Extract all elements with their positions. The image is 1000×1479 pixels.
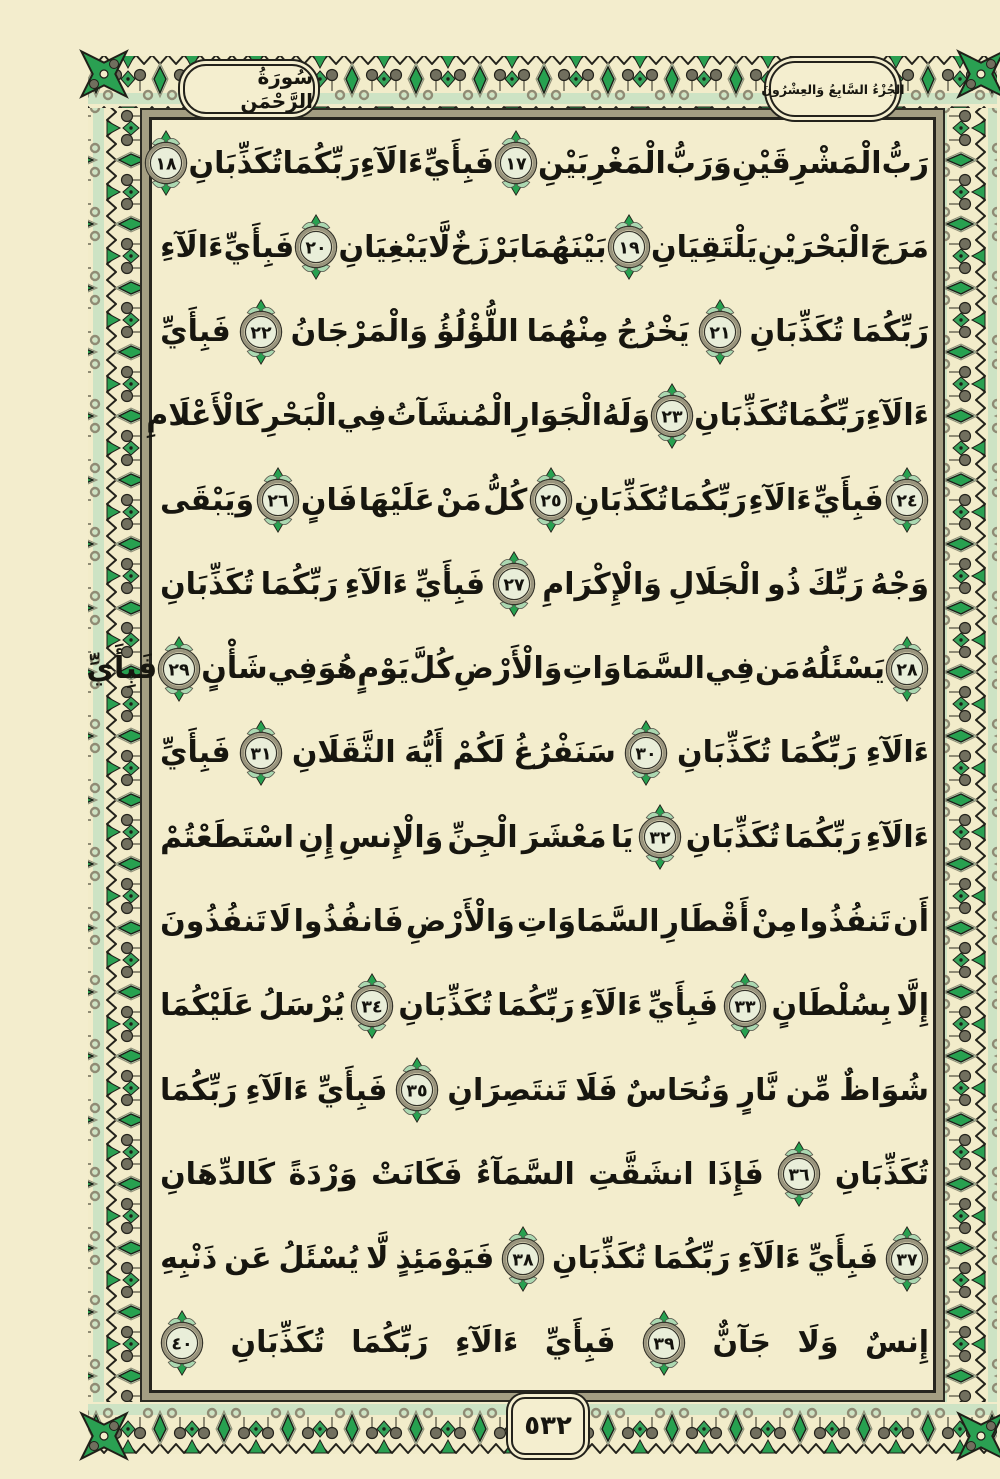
quran-word: يَلْتَقِيَانِ bbox=[651, 229, 758, 265]
quran-word: فَبِأَيِّ bbox=[160, 314, 231, 350]
ayah-number-medallion bbox=[885, 1226, 929, 1292]
quran-word: تُكَذِّبَانِ bbox=[160, 566, 255, 602]
quran-word: ذُو bbox=[766, 566, 801, 602]
quran-word: وَنُحَاسٌ bbox=[625, 1072, 730, 1108]
quran-word: فَبِأَيِّ bbox=[544, 1325, 616, 1361]
quran-word: وَالْإِنسِ bbox=[338, 819, 444, 855]
quran-word: رَبِّكُمَا bbox=[282, 145, 361, 181]
quran-word: فِي bbox=[267, 651, 318, 687]
mushaf-lines bbox=[86, 122, 929, 1384]
svg-text:٣٥: ٣٥ bbox=[406, 1081, 428, 1102]
quran-word: تُكَذِّبَانِ bbox=[188, 145, 283, 181]
ayah-number-medallion bbox=[294, 214, 338, 280]
ayah-number-medallion bbox=[492, 551, 536, 617]
quran-word: عَلَيْكُمَا bbox=[160, 988, 254, 1024]
quran-word: فَيَوْمَئِذٍ bbox=[395, 1241, 495, 1277]
quran-word: سَنَفْرُغُ bbox=[513, 735, 616, 771]
quran-word: بِسُلْطَانٍ bbox=[771, 988, 892, 1024]
quran-word: ءَالَآءِ bbox=[360, 145, 424, 181]
quran-word: ءَالَآءِ bbox=[865, 819, 929, 855]
svg-text:٢٢: ٢٢ bbox=[250, 322, 272, 343]
ayah-number-medallion bbox=[650, 383, 694, 449]
page-number-label: ٥٣٢ bbox=[524, 1411, 572, 1441]
ayah-number-medallion bbox=[501, 1226, 545, 1292]
quran-word: فَبِأَيِّ bbox=[86, 651, 158, 687]
quran-word: رَبِّكَ bbox=[807, 566, 864, 602]
quran-word: ءَالَآءِ bbox=[865, 735, 929, 771]
quran-word: كَالْأَعْلَامِ bbox=[146, 398, 263, 434]
ayah-number-medallion bbox=[885, 467, 929, 533]
svg-text:٣١: ٣١ bbox=[250, 744, 272, 765]
quran-word: نَّارٍ bbox=[737, 1072, 778, 1108]
quran-line-4 bbox=[146, 375, 929, 457]
quran-word: انشَقَّتِ bbox=[588, 1156, 694, 1192]
quran-word: تُكَذِّبَانِ bbox=[694, 398, 789, 434]
quran-word: إِنِ bbox=[298, 819, 335, 855]
quran-word: السَّمَاوَاتِ bbox=[562, 651, 705, 687]
quran-line-5 bbox=[160, 459, 929, 541]
quran-word: مِنْ bbox=[751, 904, 798, 940]
quran-word: تُكَذِّبَانِ bbox=[677, 735, 772, 771]
quran-word: تُكَذِّبَانِ bbox=[749, 314, 844, 350]
svg-text:١٨: ١٨ bbox=[155, 154, 178, 175]
ayah-number-medallion bbox=[350, 973, 394, 1039]
quran-word: يَبْغِيَانِ bbox=[338, 229, 429, 265]
svg-text:٢١: ٢١ bbox=[708, 322, 731, 343]
ayah-number-medallion bbox=[529, 467, 573, 533]
quran-word: عَلَيْهَا bbox=[358, 482, 435, 518]
quran-word: الْبَحْرَيْنِ bbox=[757, 229, 870, 265]
quran-word: وَرَبُّ bbox=[665, 145, 732, 181]
quran-word: اللُّؤْلُؤُ bbox=[435, 314, 519, 350]
quran-word: كَالدِّهَانِ bbox=[160, 1156, 276, 1192]
quran-word: هُوَ bbox=[317, 651, 358, 687]
quran-word: يَسْئَلُهُ bbox=[800, 651, 885, 687]
quran-word: تُكَذِّبَانِ bbox=[834, 1156, 929, 1192]
quran-word: فَبِأَيِّ bbox=[160, 735, 231, 771]
quran-word: بَيْنَهُمَا bbox=[519, 229, 607, 265]
surah-name-cartouche bbox=[183, 64, 315, 114]
svg-text:٣٨: ٣٨ bbox=[512, 1250, 534, 1271]
quran-word: رَبِّكُمَا bbox=[260, 566, 339, 602]
ayah-number-medallion bbox=[239, 299, 283, 365]
page-number-cartouche bbox=[511, 1397, 585, 1455]
quran-word: وَالْأَرْضِ bbox=[453, 651, 563, 687]
quran-word: الْجَلَالِ bbox=[668, 566, 761, 602]
ayah-number-medallion bbox=[494, 130, 538, 196]
ayah-number-medallion bbox=[723, 973, 767, 1039]
svg-text:٣٠: ٣٠ bbox=[635, 744, 658, 765]
quran-word: فَبِأَيِّ bbox=[647, 988, 719, 1024]
quran-line-9 bbox=[160, 796, 929, 878]
svg-text:٣٧: ٣٧ bbox=[896, 1250, 918, 1271]
quran-word: جَآنٌّ bbox=[712, 1325, 772, 1361]
quran-word: فَبِأَيِّ bbox=[812, 482, 884, 518]
svg-text:٢٣: ٢٣ bbox=[661, 407, 683, 428]
quran-line-8 bbox=[160, 712, 929, 794]
quran-word: فِي bbox=[704, 651, 755, 687]
quran-word: يُرْسَلُ bbox=[258, 988, 345, 1024]
quran-word: كُلُّ bbox=[483, 482, 528, 518]
ayah-number-medallion bbox=[642, 1310, 686, 1376]
quran-word: تَنفُذُوا bbox=[799, 904, 891, 940]
quran-word: وَالْإِكْرَامِ bbox=[542, 566, 662, 602]
quran-line-13 bbox=[160, 1133, 929, 1215]
quran-line-11 bbox=[160, 965, 929, 1047]
quran-word: الْمَشْرِقَيْنِ bbox=[731, 145, 882, 181]
quran-word: تَنفُذُونَ bbox=[160, 904, 267, 940]
quran-word: ءَالَآءِ bbox=[455, 1325, 519, 1361]
quran-word: ءَالَآءِ bbox=[245, 1072, 309, 1108]
quran-word: أَقْطَارِ bbox=[661, 904, 750, 940]
svg-text:٤٠: ٤٠ bbox=[171, 1334, 193, 1355]
quran-word: وَلَهُ bbox=[602, 398, 651, 434]
quran-word: رَبِّكُمَا bbox=[784, 819, 862, 855]
quran-word: لَكُمْ bbox=[452, 735, 505, 771]
quran-word: فَبِأَيِّ bbox=[316, 1072, 388, 1108]
quran-word: فَبِأَيِّ bbox=[807, 1241, 879, 1277]
ayah-number-medallion bbox=[256, 467, 300, 533]
quran-word: رَبِّكُمَا bbox=[851, 314, 929, 350]
ayah-number-medallion bbox=[885, 636, 929, 702]
svg-text:٢٩: ٢٩ bbox=[168, 660, 190, 681]
quran-word: إِلَّا bbox=[896, 988, 929, 1024]
quran-line-7 bbox=[86, 628, 929, 710]
ayah-number-medallion bbox=[239, 720, 283, 786]
quran-line-1 bbox=[155, 122, 929, 204]
quran-word: عَن bbox=[224, 1241, 272, 1277]
ayah-number-medallion bbox=[157, 636, 201, 702]
quran-word: فَكَانَتْ bbox=[371, 1156, 463, 1192]
svg-text:٣٦: ٣٦ bbox=[788, 1165, 810, 1186]
quran-word: رَبِّكُمَا bbox=[653, 1241, 731, 1277]
quran-word: مِنْهُمَا bbox=[526, 314, 609, 350]
quran-word: وَيَبْقَى bbox=[160, 482, 255, 518]
quran-word: تُكَذِّبَانِ bbox=[685, 819, 780, 855]
surah-name-label: سُورَةُ الرَّحْمَن bbox=[240, 65, 313, 113]
ayah-number-medallion bbox=[607, 214, 651, 280]
quran-word: لَّا bbox=[428, 229, 451, 265]
quran-line-6 bbox=[160, 543, 929, 625]
quran-word: رَبِّكُمَا bbox=[779, 735, 858, 771]
quran-word: الْبَحْرِ bbox=[262, 398, 337, 434]
quran-word: ءَالَآءِ bbox=[579, 988, 643, 1024]
quran-word: رَبِّكُمَا bbox=[669, 482, 747, 518]
quran-word: فَبِأَيِّ bbox=[423, 145, 494, 181]
quran-word: الثَّقَلَانِ bbox=[291, 735, 396, 771]
quran-word: الْجِنِّ bbox=[447, 819, 518, 855]
svg-text:٢٤: ٢٤ bbox=[896, 491, 918, 512]
quran-word: ذَنْبِهِ bbox=[160, 1241, 218, 1277]
svg-text:٣٣: ٣٣ bbox=[734, 997, 756, 1018]
quran-word: الْمَغْرِبَيْنِ bbox=[537, 145, 666, 181]
quran-word: مَعْشَرَ bbox=[521, 819, 607, 855]
ayah-number-medallion bbox=[144, 130, 188, 196]
quran-word: اسْتَطَعْتُمْ bbox=[160, 819, 295, 855]
svg-text:٢٧: ٢٧ bbox=[503, 575, 525, 596]
quran-word: وَجْهُ bbox=[870, 566, 929, 602]
quran-word: فَانفُذُوا bbox=[293, 904, 404, 940]
quran-word: مِّن bbox=[785, 1072, 832, 1108]
quran-word: مَرَجَ bbox=[870, 229, 929, 265]
svg-text:١٧: ١٧ bbox=[505, 154, 527, 175]
quran-word: رَبِّكُمَا bbox=[788, 398, 866, 434]
quran-word: وَرْدَةً bbox=[288, 1156, 358, 1192]
quran-word: ءَالَآءِ bbox=[865, 398, 929, 434]
quran-word: لَّا bbox=[366, 1241, 389, 1277]
quran-word: ءَالَآءِ bbox=[748, 482, 812, 518]
quran-word: يَخْرُجُ bbox=[616, 314, 690, 350]
svg-text:٣٢: ٣٢ bbox=[648, 828, 671, 849]
quran-line-2 bbox=[160, 206, 929, 288]
quran-word: الْمُنشَآتُ bbox=[386, 398, 513, 434]
quran-word: أَن bbox=[893, 904, 929, 940]
quran-line-14 bbox=[160, 1218, 929, 1300]
svg-text:٣٤: ٣٤ bbox=[360, 997, 383, 1018]
quran-word: تُكَذِّبَانِ bbox=[552, 1241, 647, 1277]
juz-cartouche bbox=[761, 61, 905, 117]
svg-text:٢٨: ٢٨ bbox=[896, 660, 918, 681]
quran-word: شَأْنٍ bbox=[201, 651, 268, 687]
quran-word: السَّمَآءُ bbox=[475, 1156, 575, 1192]
quran-word: كُلَّ bbox=[409, 651, 454, 687]
svg-text:٣٩: ٣٩ bbox=[653, 1334, 675, 1355]
ayah-number-medallion bbox=[160, 1310, 204, 1376]
svg-text:٢٠: ٢٠ bbox=[305, 238, 328, 259]
quran-word: تُكَذِّبَانِ bbox=[574, 482, 669, 518]
quran-word: ءَالَآءِ bbox=[160, 229, 224, 265]
quran-word: مَنْ bbox=[436, 482, 482, 518]
quran-line-12 bbox=[160, 1049, 929, 1131]
quran-word: فَبِأَيِّ bbox=[414, 566, 486, 602]
ayah-number-medallion bbox=[395, 1057, 439, 1123]
quran-word: بَرْزَخٌ bbox=[450, 229, 520, 265]
quran-word: فَانٍ bbox=[300, 482, 358, 518]
quran-word: ءَالَآءِ bbox=[737, 1241, 801, 1277]
quran-word: ءَالَآءِ bbox=[344, 566, 408, 602]
quran-word: فَلَا bbox=[575, 1072, 618, 1108]
ayah-number-medallion bbox=[777, 1141, 821, 1207]
quran-word: رَبُّ bbox=[881, 145, 929, 181]
quran-word: وَالْأَرْضِ bbox=[405, 904, 515, 940]
ayah-number-medallion bbox=[638, 804, 682, 870]
svg-text:١٩: ١٩ bbox=[618, 238, 640, 259]
quran-line-10 bbox=[160, 881, 929, 963]
quran-word: رَبِّكُمَا bbox=[351, 1325, 429, 1361]
quran-word: لَا bbox=[269, 904, 292, 940]
quran-word: الْجَوَارِ bbox=[512, 398, 603, 434]
quran-word: مَن bbox=[754, 651, 801, 687]
quran-word: رَبِّكُمَا bbox=[160, 1072, 238, 1108]
quran-word: وَالْمَرْجَانُ bbox=[290, 314, 429, 350]
quran-word: فِي bbox=[336, 398, 387, 434]
quran-word: يَا bbox=[610, 819, 634, 855]
quran-line-3 bbox=[160, 291, 929, 373]
juz-label: الجُزْءُ السَّابِعُ وَالعِشْرُونَ bbox=[761, 81, 905, 97]
quran-word: يُسْئَلُ bbox=[278, 1241, 360, 1277]
quran-word: تُكَذِّبَانِ bbox=[230, 1325, 325, 1361]
quran-word: فَإِذَا bbox=[707, 1156, 764, 1192]
quran-word: أَيُّهَ bbox=[404, 735, 444, 771]
quran-word: وَلَا bbox=[797, 1325, 839, 1361]
svg-text:٢٥: ٢٥ bbox=[540, 491, 562, 512]
quran-word: السَّمَاوَاتِ bbox=[517, 904, 660, 940]
ayah-number-medallion bbox=[624, 720, 668, 786]
quran-word: تُكَذِّبَانِ bbox=[398, 988, 493, 1024]
quran-word: فَبِأَيِّ bbox=[223, 229, 295, 265]
quran-word: إِنسٌ bbox=[865, 1325, 929, 1361]
quran-word: يَوْمٍ bbox=[357, 651, 410, 687]
quran-line-15 bbox=[160, 1302, 929, 1384]
svg-text:٢٦: ٢٦ bbox=[266, 491, 289, 512]
ayah-number-medallion bbox=[698, 299, 742, 365]
quran-word: شُوَاظٌ bbox=[839, 1072, 929, 1108]
quran-word: تَنتَصِرَانِ bbox=[447, 1072, 568, 1108]
quran-word: رَبِّكُمَا bbox=[497, 988, 575, 1024]
